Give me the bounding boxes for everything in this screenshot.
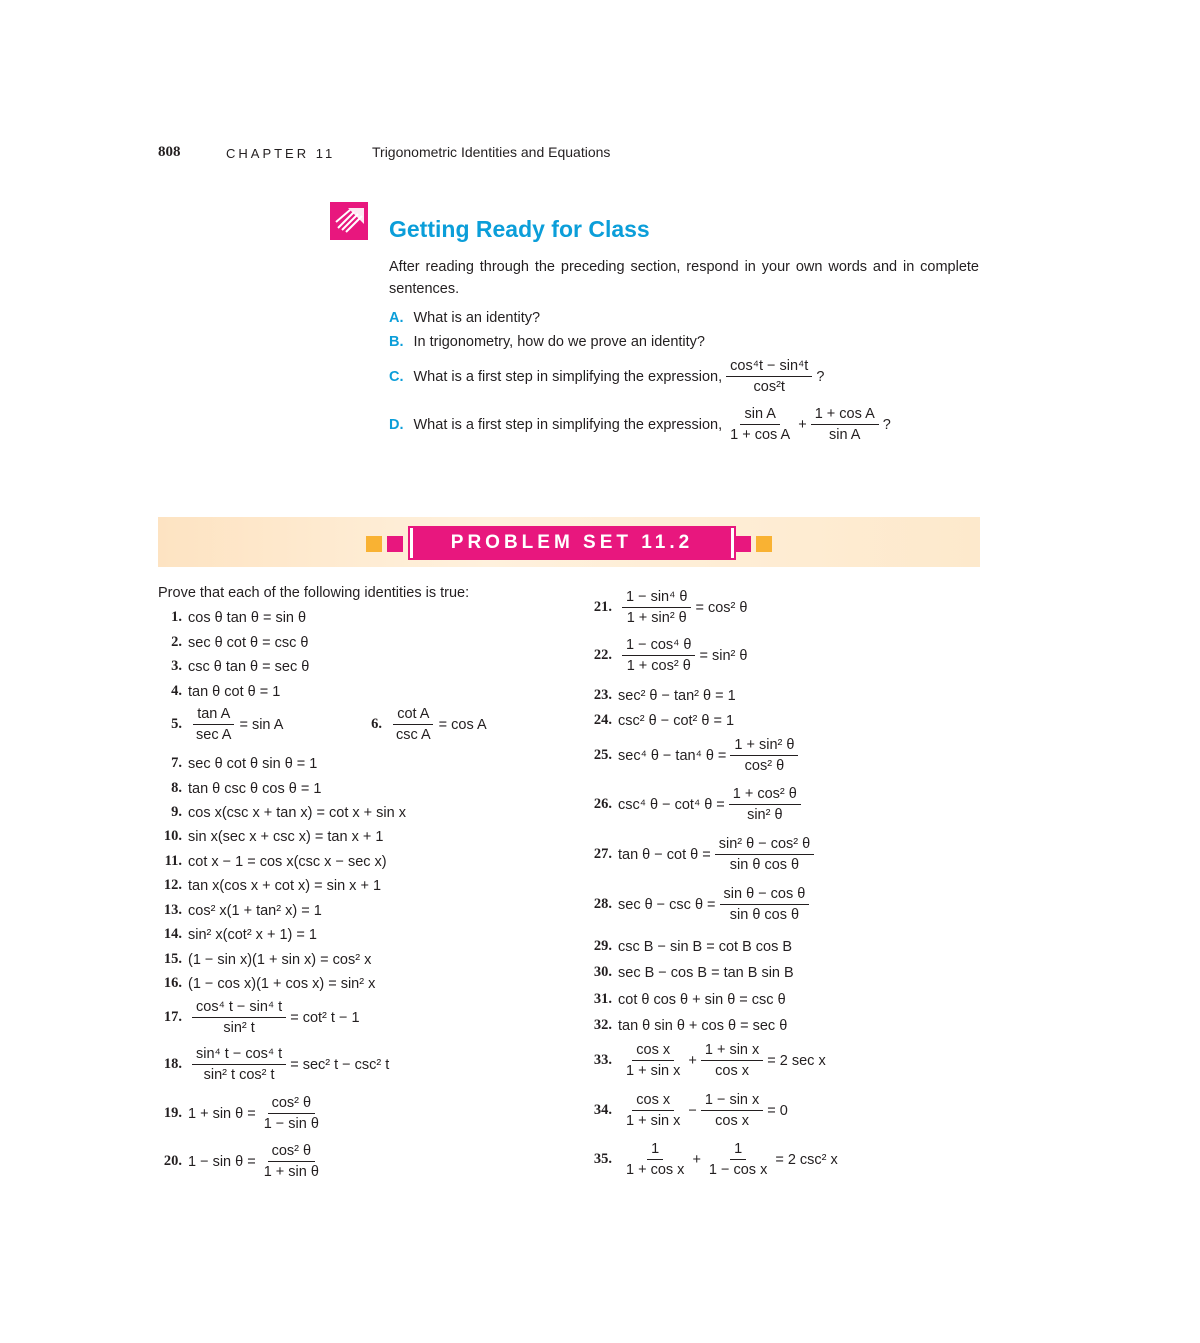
problem-24: [588, 712, 734, 729]
problem-number: 17.: [163, 1009, 182, 1025]
denominator: 1 − sin θ: [263, 1116, 319, 1132]
problem-number: 15.: [163, 951, 182, 967]
pencil-hatch-icon: [330, 202, 368, 240]
problem-set-title: PROBLEM SET 11.2: [410, 528, 734, 558]
numerator: 1 + cos A: [811, 406, 879, 425]
problem-35: [588, 1141, 838, 1178]
denominator: 1 − cos x: [708, 1162, 768, 1178]
problem-rhs: = sin A: [239, 716, 284, 733]
numerator: cos⁴t − sin⁴t: [726, 358, 812, 377]
problem-32: [588, 1017, 787, 1034]
problem-number: 18.: [163, 1056, 182, 1072]
question-text: In trigonometry, how do we prove an identity?: [413, 334, 706, 350]
problem-number: 23.: [593, 687, 612, 703]
problem-9: [158, 804, 406, 821]
fraction: [811, 406, 879, 443]
problem-rhs: = cos A: [438, 716, 487, 733]
problem-17: [158, 999, 360, 1036]
problem-lhs: 1 + sin θ =: [188, 1105, 256, 1122]
problem-28: [588, 886, 813, 923]
problem-number: 11.: [164, 853, 182, 869]
problem-rhs: = cot² t − 1: [290, 1009, 360, 1026]
problem-34: [588, 1092, 788, 1129]
problem-number: 34.: [593, 1102, 612, 1118]
problem-number: 9.: [171, 804, 182, 820]
fraction: [729, 786, 801, 823]
fraction: [701, 1092, 763, 1129]
getting-ready-title: Getting Ready for Class: [389, 216, 650, 242]
problem-number: 20.: [163, 1153, 182, 1169]
question-b: [389, 334, 705, 350]
problem-text: cot x − 1 = cos x(csc x − sec x): [188, 853, 387, 870]
problem-27: [588, 836, 818, 873]
problem-text: csc² θ − cot² θ = 1: [618, 712, 735, 729]
problem-text: cos θ tan θ = sin θ: [188, 609, 307, 626]
problem-set-intro: Prove that each of the following identities is true:: [158, 585, 470, 601]
problem-number: 1.: [171, 609, 182, 625]
problem-number: 7.: [171, 755, 182, 771]
problem-rhs: = sin² θ: [699, 647, 748, 664]
fraction: [192, 706, 235, 743]
numerator: 1 − sin x: [701, 1092, 763, 1111]
question-tail: ?: [816, 368, 825, 385]
decor-square: [756, 536, 772, 552]
question-d: [389, 406, 891, 443]
fraction: [192, 999, 286, 1036]
problem-text: tan x(cos x + cot x) = sin x + 1: [188, 877, 382, 894]
question-letter: B.: [389, 334, 404, 350]
denominator: cos² θ: [744, 758, 785, 774]
question-letter: A.: [389, 310, 404, 326]
denominator: sin θ cos θ: [729, 907, 800, 923]
denominator: 1 + cos x: [626, 1162, 685, 1178]
problem-number: 22.: [593, 647, 612, 663]
problem-text: sec B − cos B = tan B sin B: [618, 964, 794, 981]
problem-text: (1 − sin x)(1 + sin x) = cos² x: [188, 951, 372, 968]
chapter-label: CHAPTER 11: [226, 146, 336, 161]
denominator: 1 + cos² θ: [626, 658, 691, 674]
problem-13: [158, 902, 322, 919]
problem-14: [158, 926, 317, 943]
problem-text: tan θ cot θ = 1: [188, 683, 281, 700]
problem-text: tan θ sin θ + cos θ = sec θ: [618, 1017, 788, 1034]
numerator: 1 + sin² θ: [730, 737, 798, 756]
problem-text: sin x(sec x + csc x) = tan x + 1: [188, 828, 384, 845]
problem-29: [588, 938, 792, 955]
question-c: [389, 358, 824, 395]
problem-number: 29.: [593, 938, 612, 954]
problem-11: [158, 853, 387, 870]
fraction: [192, 1046, 286, 1083]
denominator: sin² θ: [747, 807, 783, 823]
problem-1: [158, 609, 306, 626]
problem-number: 35.: [593, 1151, 612, 1167]
fraction: [730, 737, 798, 774]
problem-number: 2.: [171, 634, 182, 650]
problem-23: [588, 687, 736, 704]
fraction: [622, 1141, 688, 1178]
fraction: [260, 1143, 323, 1180]
fraction: [726, 406, 794, 443]
problem-number: 26.: [593, 796, 612, 812]
fraction: [705, 1141, 771, 1178]
denominator: csc A: [396, 727, 431, 743]
problem-rhs: = 0: [767, 1102, 788, 1119]
problem-text: sin² x(cot² x + 1) = 1: [188, 926, 317, 943]
problem-number: 4.: [171, 683, 182, 699]
problem-text: sec² θ − tan² θ = 1: [618, 687, 736, 704]
problem-number: 32.: [593, 1017, 612, 1033]
problem-number: 30.: [593, 964, 612, 980]
problem-number: 24.: [593, 712, 612, 728]
problem-number: 19.: [163, 1105, 182, 1121]
question-tail: ?: [882, 416, 891, 433]
fraction: [720, 886, 810, 923]
numerator: sin A: [740, 406, 779, 425]
operator: +: [798, 416, 807, 433]
fraction: [726, 358, 812, 395]
denominator: 1 + sin² θ: [626, 610, 687, 626]
question-letter: D.: [389, 416, 404, 433]
problem-20: [158, 1143, 327, 1180]
denominator: cos x: [715, 1063, 749, 1079]
problem-33: [588, 1042, 826, 1079]
denominator: cos²t: [753, 379, 785, 395]
chapter-title: Trigonometric Identities and Equations: [372, 144, 611, 160]
problem-30: [588, 964, 794, 981]
denominator: sec A: [196, 727, 232, 743]
problem-25: [588, 737, 802, 774]
problem-rhs: = sec² t − csc² t: [290, 1056, 390, 1073]
problem-10: [158, 828, 383, 845]
fraction: [622, 1042, 684, 1079]
problem-19: [158, 1095, 327, 1132]
operator: −: [688, 1102, 697, 1119]
denominator: sin² t cos² t: [203, 1067, 275, 1083]
denominator: 1 + sin x: [626, 1113, 681, 1129]
problem-18: [158, 1046, 389, 1083]
numerator: cos x: [632, 1092, 674, 1111]
question-text: What is a first step in simplifying the expression,: [413, 416, 723, 433]
problem-5: [158, 706, 283, 743]
problem-rhs: = 2 sec x: [767, 1052, 826, 1069]
numerator: sin⁴ t − cos⁴ t: [192, 1046, 286, 1065]
decor-square: [735, 536, 751, 552]
problem-text: sec θ cot θ sin θ = 1: [188, 755, 318, 772]
numerator: cos⁴ t − sin⁴ t: [192, 999, 286, 1018]
problem-8: [158, 780, 321, 797]
problem-number: 14.: [163, 926, 182, 942]
question-a: [389, 310, 540, 326]
problem-text: csc B − sin B = cot B cos B: [618, 938, 793, 955]
denominator: sin A: [829, 427, 861, 443]
operator: +: [692, 1151, 701, 1168]
problem-text: (1 − cos x)(1 + cos x) = sin² x: [188, 975, 376, 992]
numerator: sin² θ − cos² θ: [715, 836, 814, 855]
question-letter: C.: [389, 368, 404, 385]
problem-number: 33.: [593, 1052, 612, 1068]
problem-6: [358, 706, 487, 743]
denominator: sin θ cos θ: [729, 857, 800, 873]
denominator: 1 + sin θ: [263, 1164, 319, 1180]
problem-text: tan θ csc θ cos θ = 1: [188, 780, 322, 797]
getting-ready-intro: After reading through the preceding section, respond in your own words and in complete sentences.: [389, 259, 979, 297]
denominator: 1 + cos A: [730, 427, 791, 443]
decor-square: [366, 536, 382, 552]
problem-number: 28.: [593, 896, 612, 912]
numerator: cos² θ: [268, 1095, 316, 1114]
question-text: What is an identity?: [413, 310, 541, 326]
denominator: 1 + sin x: [626, 1063, 681, 1079]
question-text: What is a first step in simplifying the expression,: [413, 368, 723, 385]
numerator: sin θ − cos θ: [720, 886, 810, 905]
denominator: cos x: [715, 1113, 749, 1129]
problem-number: 13.: [163, 902, 182, 918]
problem-number: 21.: [593, 599, 612, 615]
numerator: 1 − cos⁴ θ: [622, 637, 695, 656]
problem-number: 10.: [163, 828, 182, 844]
numerator: cos x: [632, 1042, 674, 1061]
numerator: 1: [730, 1141, 746, 1160]
fraction: [622, 1092, 684, 1129]
problem-lhs: csc⁴ θ − cot⁴ θ =: [618, 796, 725, 813]
problem-lhs: tan θ − cot θ =: [618, 846, 711, 863]
operator: +: [688, 1052, 697, 1069]
problem-number: 5.: [171, 716, 182, 732]
problem-number: 31.: [593, 991, 612, 1007]
numerator: 1: [647, 1141, 663, 1160]
problem-text: cot θ cos θ + sin θ = csc θ: [618, 991, 786, 1008]
numerator: cos² θ: [268, 1143, 316, 1162]
numerator: tan A: [193, 706, 234, 725]
problem-text: cos x(csc x + tan x) = cot x + sin x: [188, 804, 406, 821]
numerator: 1 + sin x: [701, 1042, 763, 1061]
problem-15: [158, 951, 371, 968]
problem-12: [158, 877, 381, 894]
problem-3: [158, 658, 309, 675]
problem-rhs: = cos² θ: [695, 599, 748, 616]
numerator: 1 + cos² θ: [729, 786, 801, 805]
problem-16: [158, 975, 375, 992]
problem-7: [158, 755, 317, 772]
problem-number: 16.: [163, 975, 182, 991]
problem-number: 25.: [593, 747, 612, 763]
numerator: 1 − sin⁴ θ: [622, 589, 691, 608]
problem-lhs: 1 − sin θ =: [188, 1153, 256, 1170]
problem-26: [588, 786, 805, 823]
problem-text: cos² x(1 + tan² x) = 1: [188, 902, 322, 919]
fraction: [701, 1042, 763, 1079]
problem-22: [588, 637, 747, 674]
numerator: cot A: [393, 706, 433, 725]
problem-rhs: = 2 csc² x: [775, 1151, 838, 1168]
problem-31: [588, 991, 786, 1008]
fraction: [622, 637, 695, 674]
problem-21: [588, 589, 747, 626]
fraction: [260, 1095, 323, 1132]
problem-text: sec θ cot θ = csc θ: [188, 634, 309, 651]
problem-number: 12.: [163, 877, 182, 893]
problem-lhs: sec θ − csc θ =: [618, 896, 716, 913]
fraction: [715, 836, 814, 873]
decor-square: [387, 536, 403, 552]
problem-text: csc θ tan θ = sec θ: [188, 658, 310, 675]
page-number: 808: [158, 144, 181, 160]
problem-lhs: sec⁴ θ − tan⁴ θ =: [618, 747, 727, 764]
problem-2: [158, 634, 309, 651]
problem-number: 8.: [171, 780, 182, 796]
problem-number: 27.: [593, 846, 612, 862]
problem-4: [158, 683, 280, 700]
problem-number: 3.: [171, 658, 182, 674]
fraction: [622, 589, 691, 626]
problem-number: 6.: [371, 716, 382, 732]
fraction: [392, 706, 435, 743]
denominator: sin² t: [223, 1020, 255, 1036]
